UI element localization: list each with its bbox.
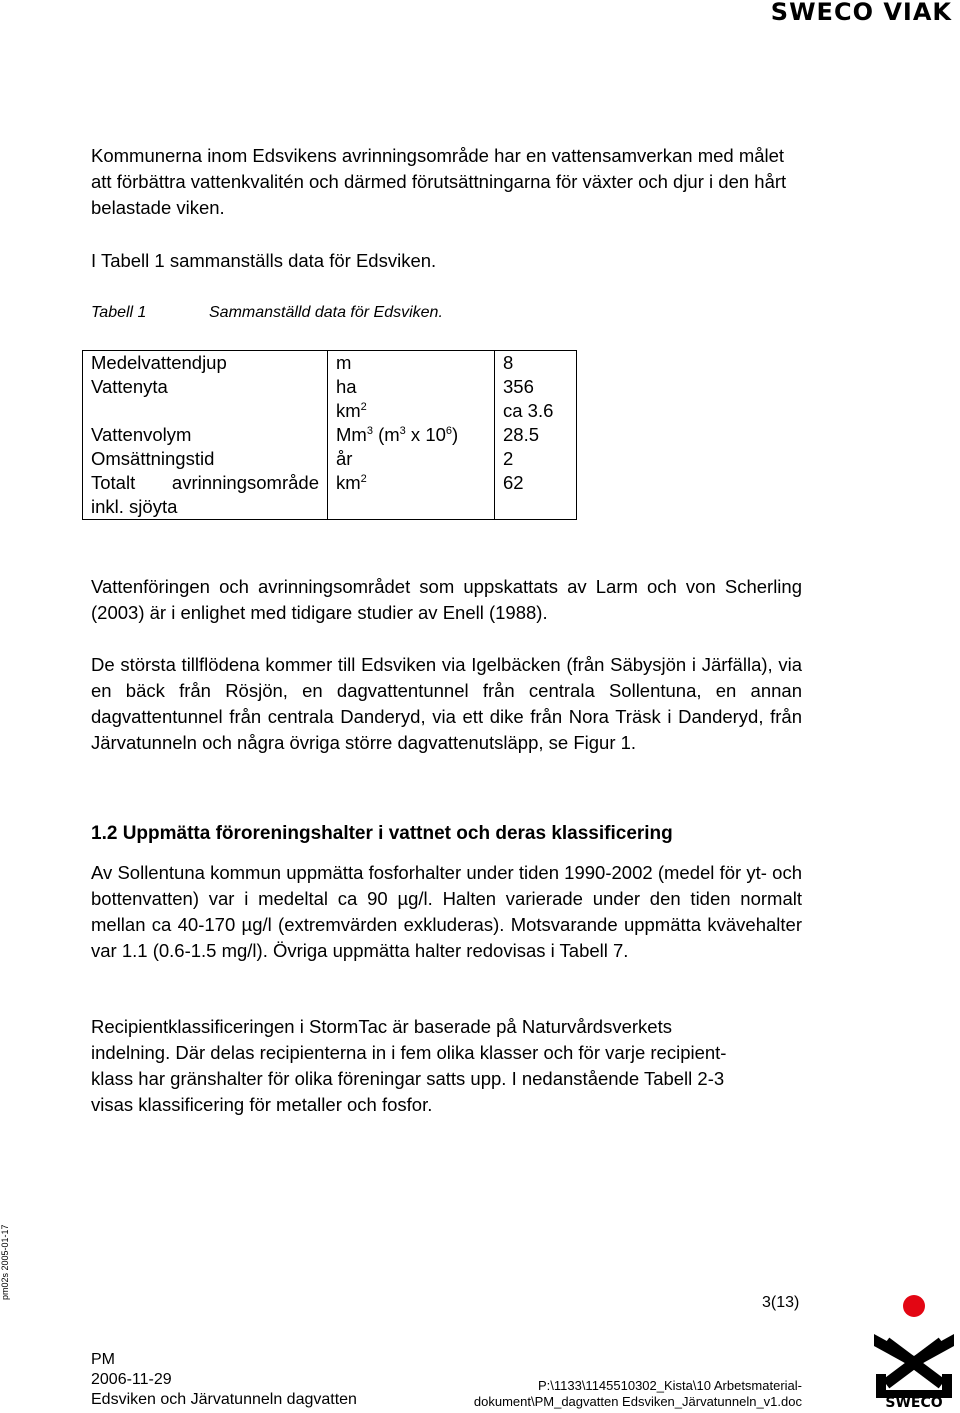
- table-cell: 2: [495, 447, 577, 471]
- unit-part: Mm: [336, 424, 367, 445]
- table-row: [83, 423, 577, 447]
- table-cell: Vattenyta: [83, 375, 328, 399]
- file-path-line: dokument\PM_dagvatten Edsviken_Järvatunneln_v1.doc: [473, 1394, 802, 1409]
- edsviken-data-table: [82, 350, 577, 520]
- paragraph-line: visas klassificering för metaller och fosfor.: [91, 1094, 433, 1115]
- classification-paragraph: [91, 1014, 802, 1118]
- sweco-emblem-icon: [872, 1294, 956, 1408]
- flow-paragraph: Vattenföringen och avrinningsområdet som uppskattats av Larm och von Scherling (2003) är i enlighet med tidigare studier av Enell (1988).: [91, 576, 802, 623]
- table-cell: [328, 423, 495, 447]
- table-caption-label: Tabell 1: [91, 304, 147, 321]
- table-cell: 28.5: [495, 423, 577, 447]
- unit-base: km: [336, 472, 361, 493]
- file-path: [474, 1378, 802, 1410]
- paragraph-line: Recipientklassificeringen i StormTac är baserade på Naturvårdsverkets: [91, 1016, 672, 1037]
- table-row: [83, 351, 577, 376]
- paragraph-line: klass har gränshalter för olika föreningar satts upp. I nedanstående Tabell 2-3: [91, 1068, 725, 1089]
- footer-info: [91, 1350, 357, 1410]
- table-row: [83, 399, 577, 423]
- page-number: 3(13): [762, 1294, 800, 1311]
- table-cell: Medelvattendjup: [83, 351, 328, 376]
- inflow-paragraph: De största tillflödena kommer till Edsviken via Igelbäcken (från Säbysjön i Järfälla), via en bäck från Rösjön, en dagvattentunnel från centrala Sollentuna, en annan dagvattentunnel från centrala Danderyd, via ett dike från Nora Träsk i Danderyd, från Järvatunneln och några övriga större dagvattenutsläpp, se Figur 1.: [91, 654, 802, 753]
- intro-paragraph: Kommunerna inom Edsvikens avrinningsområde har en vattensamverkan med målet att förbättra vattenkvalitén och därmed förutsättningarna för växter och djur i den hårt belastade viken.: [91, 145, 787, 218]
- table-cell: 356: [495, 375, 577, 399]
- unit-exponent: 2: [360, 472, 367, 485]
- measurement-paragraph: Av Sollentuna kommun uppmätta fosforhalter under tiden 1990-2002 (medel för yt- och bottenvatten) var i medeltal ca 90 µg/l. Halten varierade under den tiden normalt mellan ca 40-170 µg/l (extremvärden exkluderas). Motsvarande uppmätta kvävehalter var 1.1 (0.6-1.5 mg/l). Övriga uppmätta halter redovisas i Tabell 7.: [91, 862, 802, 961]
- unit-exponent: 2: [360, 400, 367, 413]
- table-row: [83, 471, 577, 520]
- table-row: [83, 447, 577, 471]
- unit-exponent: 3: [399, 424, 406, 437]
- unit-base: km: [336, 400, 361, 421]
- table-cell: 62: [495, 471, 577, 520]
- table-cell: [328, 471, 495, 520]
- file-path-line: P:\1133\1145510302_Kista\10 Arbetsmaterial-: [537, 1378, 802, 1393]
- table-cell: Vattenvolym: [83, 423, 328, 447]
- template-code: pm02s 2005-01-17: [0, 1224, 10, 1300]
- table-cell: Omsättningstid: [83, 447, 328, 471]
- table-row: [83, 375, 577, 399]
- section-heading: 1.2 Uppmätta föroreningshalter i vattnet och deras klassificering: [91, 823, 673, 844]
- logo-wordmark: SWECO: [885, 1395, 943, 1408]
- unit-part: (m: [372, 424, 400, 445]
- table-reference-paragraph: I Tabell 1 sammanställs data för Edsviken.: [91, 250, 437, 271]
- table-cell: ha: [328, 375, 495, 399]
- paragraph-line: indelning. Där delas recipienterna in i fem olika klasser och för varje recipient-: [91, 1042, 727, 1063]
- doc-title: Edsviken och Järvatunneln dagvatten: [91, 1391, 357, 1408]
- table-caption-text: Sammanställd data för Edsviken.: [209, 304, 443, 321]
- table-cell: 8: [495, 351, 577, 376]
- cell-line: inkl. sjöyta: [91, 496, 178, 517]
- doc-date: 2006-11-29: [91, 1371, 172, 1388]
- unit-exponent: 6: [445, 424, 453, 437]
- table-cell: m: [328, 351, 495, 376]
- brand-logo: SWECO VIAK: [770, 0, 952, 26]
- table-cell: ca 3.6: [495, 399, 577, 423]
- unit-part: x 10: [405, 424, 446, 445]
- cell-line: Totalt avrinningsområde: [91, 472, 319, 493]
- unit-part: ): [452, 424, 459, 445]
- unit-exponent: 3: [366, 424, 373, 437]
- table-cell: [83, 399, 328, 423]
- table-cell: år: [328, 447, 495, 471]
- table-cell: [83, 471, 328, 520]
- table-cell: [328, 399, 495, 423]
- doc-type: PM: [91, 1351, 115, 1368]
- sweco-logo: [872, 1294, 956, 1413]
